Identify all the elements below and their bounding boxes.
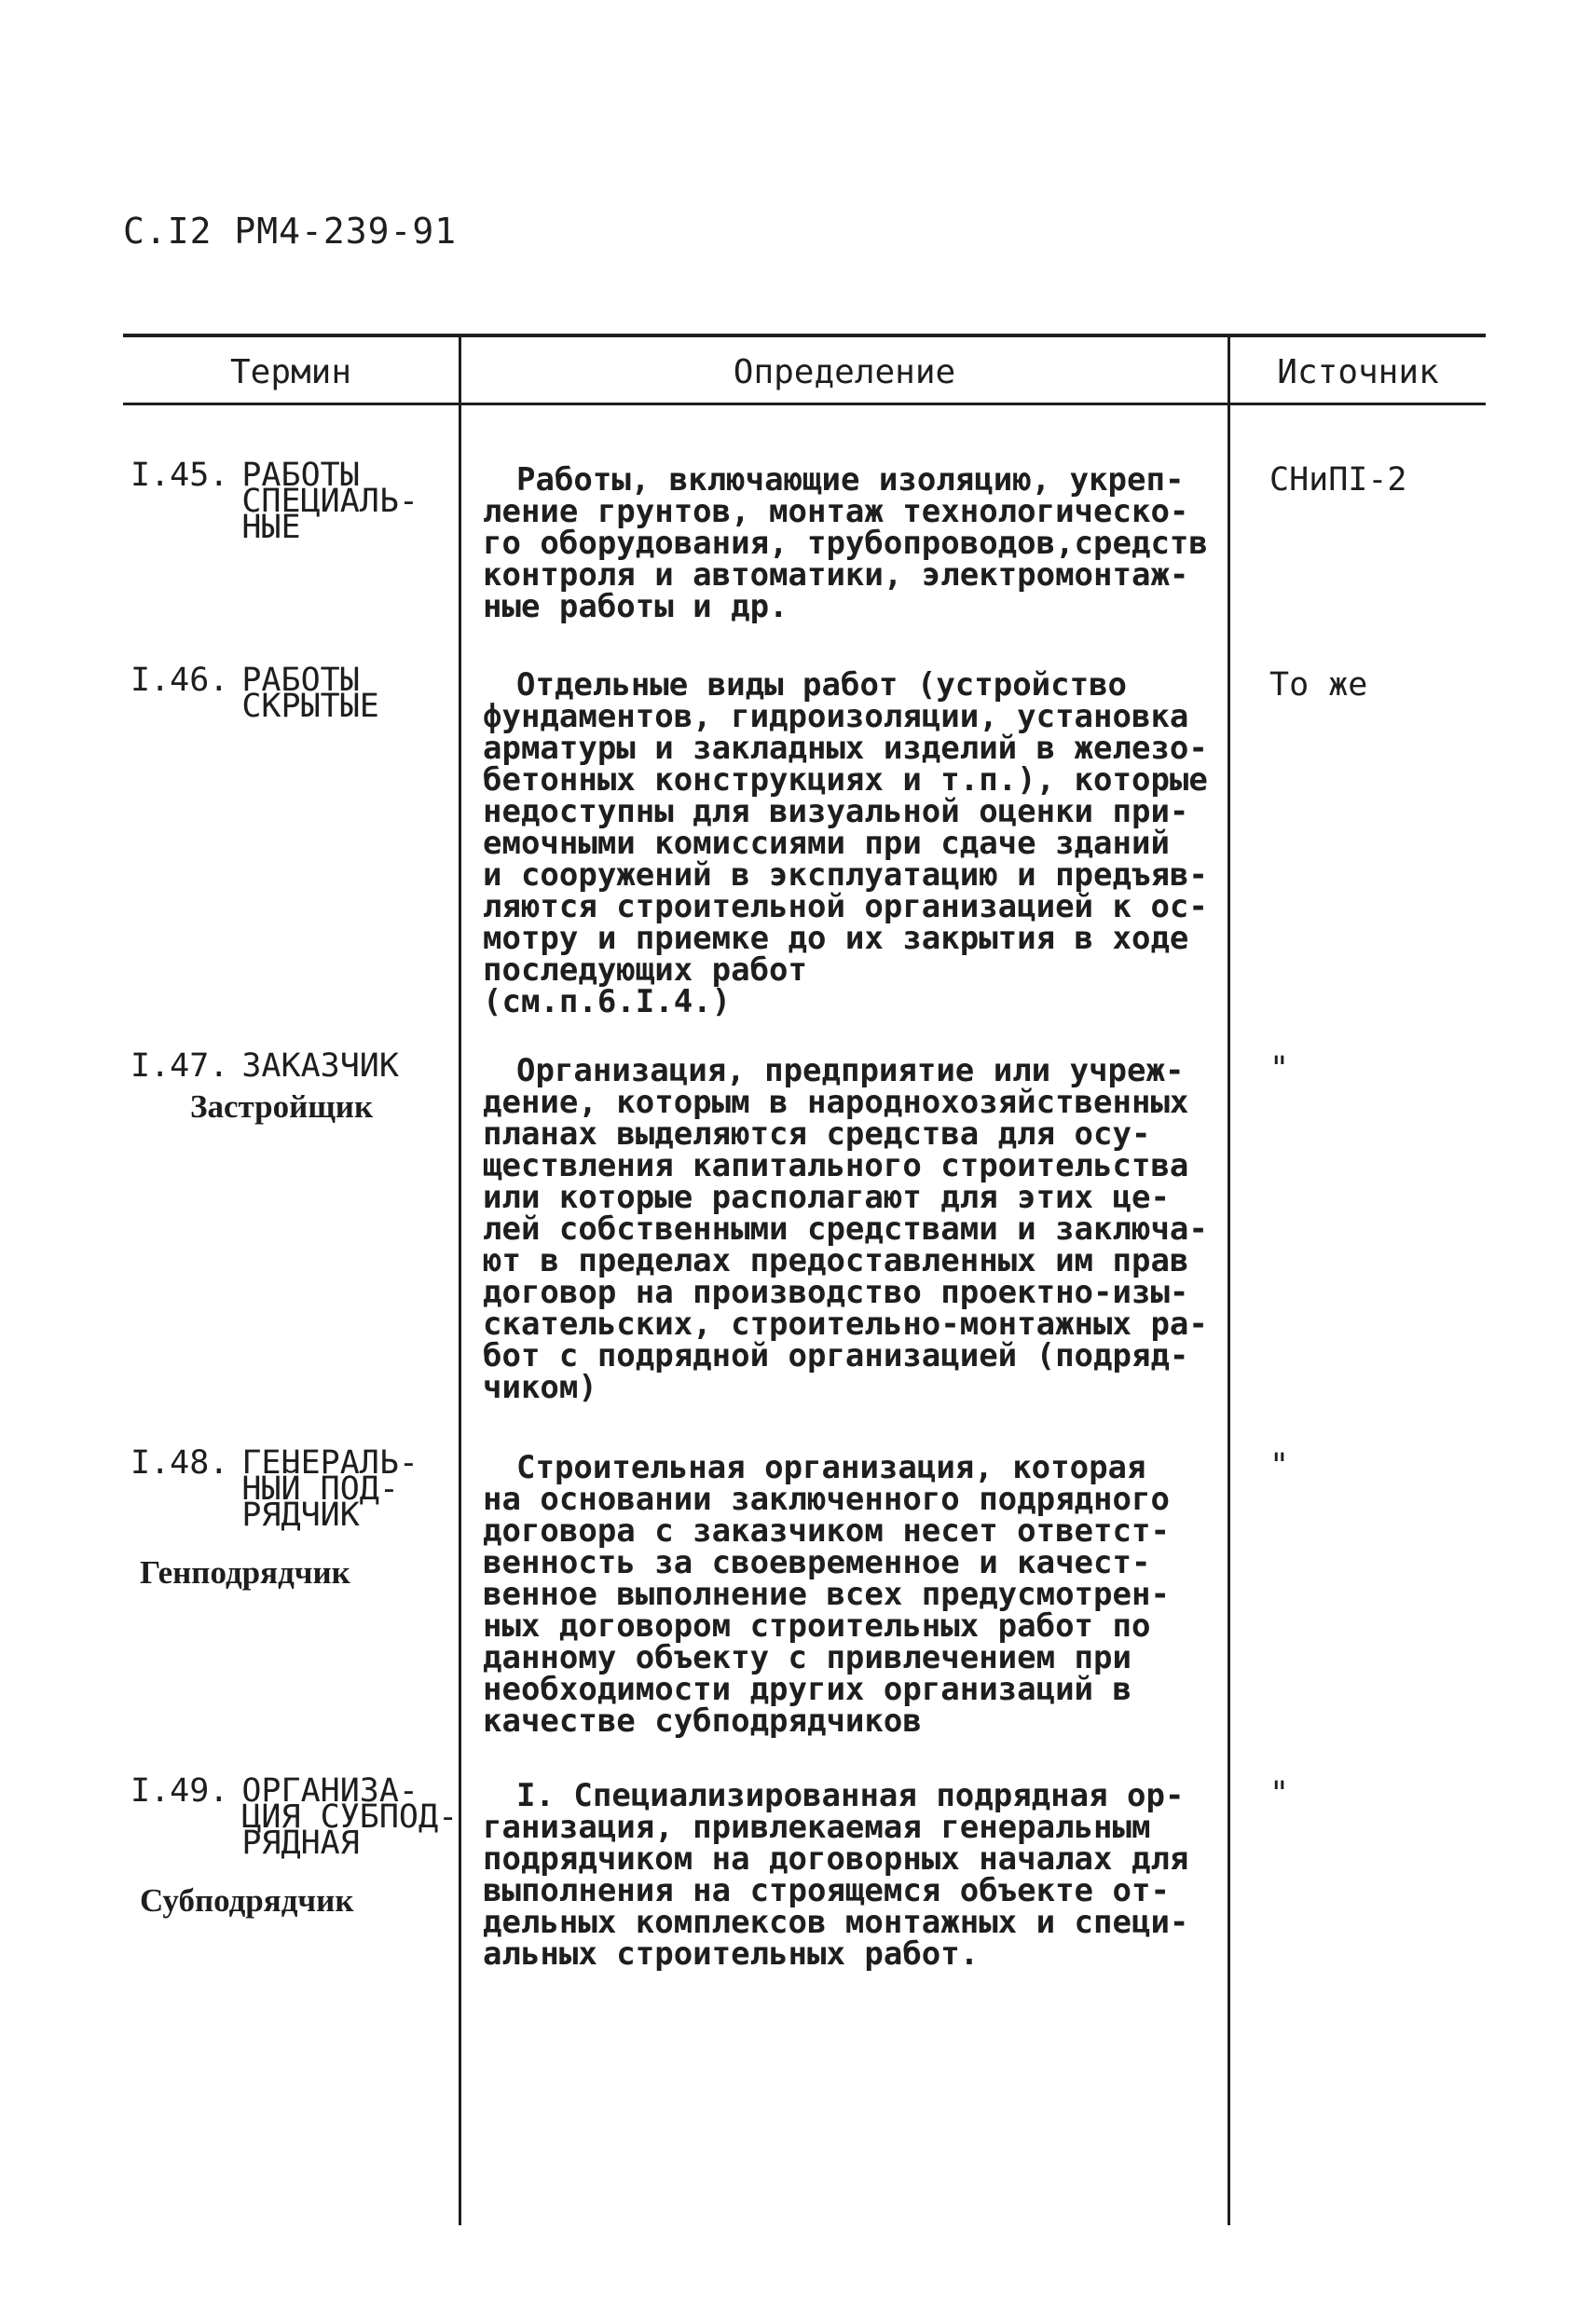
definition-cell bbox=[483, 1449, 1219, 1740]
term-name: РАБОТЫ СПЕЦИАЛЬ- НЫЕ bbox=[241, 457, 419, 546]
definition-cell bbox=[483, 666, 1219, 1020]
term-number: I.47. bbox=[130, 1047, 229, 1085]
definition-text: Строительная организация, которая на основании заключенного подрядного договора с заказчиком несет ответст- венность за своевременное и качест- венное выполнение всех предусмотрен- ных договором строительных работ по данному объекту с привлечением при необходимости других организаций в качестве субподрядчиков bbox=[483, 1449, 1170, 1740]
term-synonym: Субподрядчик bbox=[140, 1882, 354, 1919]
column-header-term: Термин bbox=[229, 352, 352, 391]
term-number: I.46. bbox=[130, 662, 229, 699]
table-header-rule bbox=[123, 403, 1486, 405]
term-number: I.49. bbox=[130, 1772, 229, 1810]
term-cell bbox=[130, 457, 466, 546]
definition-text: Отдельные виды работ (устройство фундаментов, гидроизоляции, установка арматуры и закладных изделий в железо- бетонных конструкциях и т.п.), которые недоступны для визуальной оценки при- емочными комиссиями при сдаче зданий и сооружений в эксплуатацию и предъяв- ляются строительной организацией к ос- мотру и приемке до их закрытия в ходе последующих работ (см.п.6.I.4.) bbox=[483, 666, 1208, 1020]
definition-text: Организация, предприятие или учреж- дение, которым в народнохозяйственных планах выделяются средства для осу- ществления капитального строительства или которые располагают для этих це- лей собственными средствами и заключа- ют в пределах предоставленных им прав договор на производство проектно-изы- скательских, строительно-монтажных ра- бот с подрядной организацией (подряд- чиком) bbox=[483, 1052, 1208, 1406]
term-cell bbox=[130, 1047, 466, 1125]
column-divider-2 bbox=[1228, 334, 1230, 2225]
table-top-rule bbox=[123, 334, 1486, 337]
term-synonym: Застройщик bbox=[190, 1088, 374, 1125]
definition-text: Работы, включающие изоляцию, укреп- ление грунтов, монтаж технологическо- го оборудования, трубопроводов,средств контроля и автоматики, электромонтаж- ные работы и др. bbox=[483, 461, 1208, 625]
term-number: I.45. bbox=[130, 457, 229, 494]
term-cell bbox=[130, 662, 466, 725]
term-number: I.48. bbox=[130, 1444, 229, 1482]
term-synonym: Генподрядчик bbox=[140, 1554, 350, 1591]
source-cell: " bbox=[1269, 1775, 1290, 1812]
column-divider-1 bbox=[459, 334, 461, 2225]
term-name: РАБОТЫ СКРЫТЫЕ bbox=[241, 662, 379, 725]
column-header-source: Источник bbox=[1277, 352, 1439, 391]
source-cell: СНиПI-2 bbox=[1269, 461, 1407, 499]
term-name: ГЕНЕРАЛЬ- НЫЙ ПОД- РЯДЧИК bbox=[241, 1444, 419, 1534]
source-cell: То же bbox=[1269, 666, 1368, 704]
term-cell bbox=[130, 1444, 466, 1591]
page-header-code: С.I2 РМ4-239-91 bbox=[123, 211, 458, 252]
column-header-definition: Определение bbox=[733, 352, 956, 391]
term-name: ЗАКАЗЧИК bbox=[241, 1047, 399, 1085]
term-name: ОРГАНИЗА- ЦИЯ СУБПОД- РЯДНАЯ bbox=[241, 1772, 459, 1862]
source-cell: " bbox=[1269, 1447, 1290, 1484]
term-cell bbox=[130, 1772, 466, 1919]
definition-cell bbox=[483, 1777, 1219, 1973]
definition-text: I. Специализированная подрядная ор- ганизация, привлекаемая генеральным подрядчиком на договорных началах для выполнения на строящемся объекте от- дельных комплексов монтажных и специ- альных строительных работ. bbox=[483, 1777, 1189, 1973]
definition-cell bbox=[483, 461, 1219, 625]
definition-cell bbox=[483, 1052, 1219, 1406]
source-cell: " bbox=[1269, 1050, 1290, 1087]
